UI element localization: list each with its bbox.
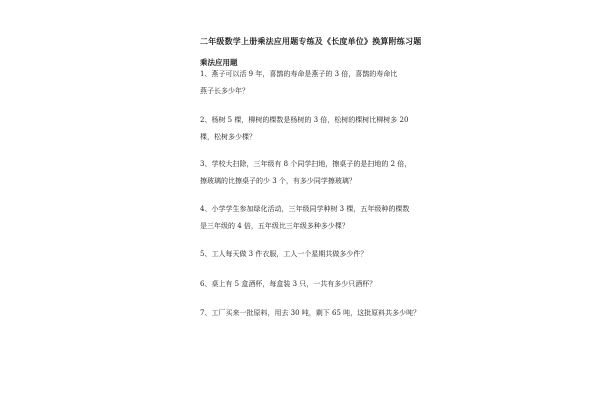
question-line: 擦玻璃的比擦桌子的少 3 个，有多少同学擦玻璃？ [200, 177, 356, 185]
question-line: 是三年级的 4 倍，五年级比三年级多种多少棵？ [200, 222, 349, 230]
question-line: 6、桌上有 5 盒酒杯，每盒装 3 只，一共有多少只酒杯？ [200, 280, 377, 288]
question-line: 5、工人每天做 3 件衣服，工人一个星期共做多少件？ [200, 250, 368, 258]
question-1 [200, 66, 397, 100]
question-5 [200, 246, 367, 263]
document-title: 二年级数学上册乘法应用题专练及《长度单位》换算附练习题 [200, 36, 422, 46]
question-2 [200, 112, 408, 146]
question-line: 棵，松树多少棵？ [200, 133, 256, 141]
question-6 [200, 276, 376, 293]
question-3 [200, 156, 411, 190]
question-line: 1、燕子可以活 9 年，喜鹊的寿命是燕子的 3 倍，喜鹊的寿命比 [200, 70, 398, 78]
question-line: 7、工厂买来一批原料，用去 30 吨，剩下 65 吨，这批原料共多少吨？ [200, 309, 421, 317]
section-heading: 乘法应用题 [200, 58, 238, 67]
question-line: 燕子长多少年？ [200, 87, 249, 95]
question-line: 3、学校大扫除，三年级有 8 个同学扫地，擦桌子的是扫地的 2 倍， [200, 160, 412, 168]
question-line: 2、杨树 5 棵，柳树的棵数是杨树的 3 倍，松树的棵树比柳树多 20 [200, 116, 409, 124]
question-line: 4、小学学生参加绿化活动，三年级同学种树 3 棵，五年级种的棵数 [200, 205, 410, 213]
question-7 [200, 305, 420, 322]
question-4 [200, 201, 409, 235]
